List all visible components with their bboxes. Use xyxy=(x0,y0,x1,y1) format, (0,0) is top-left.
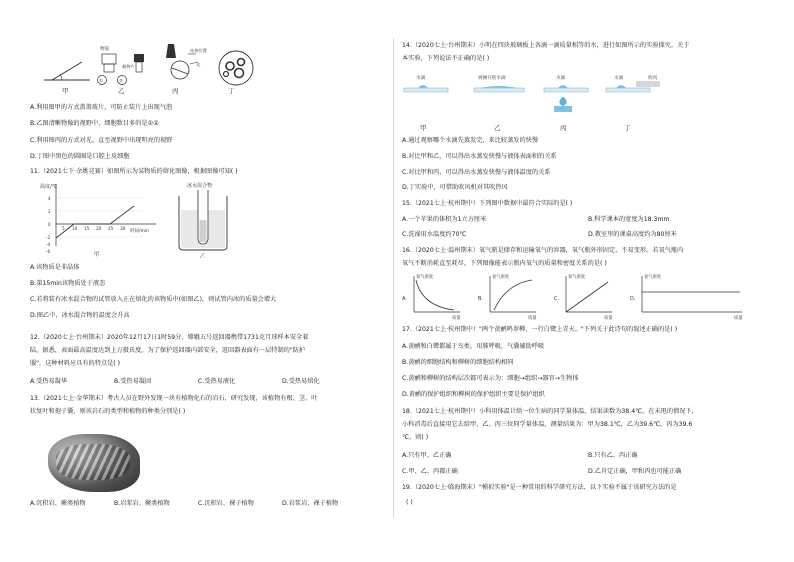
q18-stem-line3: ℃。则( ) xyxy=(402,434,429,441)
q16-graph-c-xlabel: 质量 xyxy=(604,316,613,320)
q18-option-c: C.甲、乙、丙都正确 xyxy=(402,468,458,475)
q12-stem-line2: 陆。据悉，表面最高温度达到上万摄氏度。为了保护返回器内部安全，返回器表面有一层特制的"防护 xyxy=(30,347,306,354)
q11-melting-graph xyxy=(34,180,164,258)
q16-graph-d-xlabel: 质量 xyxy=(734,316,743,320)
q16-graph-a-label: A. xyxy=(402,296,407,302)
q15-option-c: C.洗澡用水温度约70℃ xyxy=(402,231,467,238)
q10-text-objective: 物镜 xyxy=(100,47,109,52)
q19-stem-line2: ( ) xyxy=(406,499,413,506)
q11-xtick: 30 xyxy=(120,226,126,231)
q10-option-b: B.乙图清晰物像的视野中，细胞数目多的是①② xyxy=(30,120,159,127)
q14-text-drop-jia: 水滴 xyxy=(416,76,426,81)
q18-option-b: B.只有乙、丙正确 xyxy=(588,452,638,459)
q10-label-yi: 乙 xyxy=(118,87,125,95)
q12-option-c: C.受热易液化 xyxy=(198,378,236,385)
q12-option-d: D.受热易熔化 xyxy=(282,378,320,385)
q13-option-c: C.沉积岩、裸子植物 xyxy=(198,500,254,507)
q14-text-drop-ding: 水滴 xyxy=(614,76,624,81)
q13-stem-line2: 状复叶和孢子囊，则该岩石的类型和植物的种类分别是( ) xyxy=(30,408,186,415)
q14-stem-line2: 本实验，下列说法不正确的是( ) xyxy=(402,55,490,62)
q11-ytick: -2 xyxy=(46,235,50,240)
q15-option-d: D.教室里的课桌高度约为80厘米 xyxy=(588,231,677,238)
q11-option-d: D.图乙中，冰水混合物的温度会升高 xyxy=(30,312,130,319)
q11-ylabel: 温度/℃ xyxy=(40,184,58,190)
q13-option-a: A.沉积岩、蕨类植物 xyxy=(30,500,86,507)
q15-option-b: B.科学课本的宽度为18.3mm xyxy=(588,216,670,223)
q11-xlabel: 时间/min xyxy=(130,229,150,234)
q19-stem-line1: 19.（2020七上·临海期末）"模拟实验"是一种常用的科学研究方法，以下实验不属于该研究方法的是 xyxy=(402,484,677,491)
q10-option-c: C.利用图丙的方式对光，直至视野中出现明亮的视野 xyxy=(30,137,173,144)
q13-option-d: D.岩浆岩、裸子植物 xyxy=(282,500,339,507)
q16-stem-line1: 16.（2020七上·温州期末）氧气瓶是储存和运输氧气的容器，氧气瓶外形固定，不易变形。若氧气瓶内 xyxy=(402,247,684,254)
q16-graph-b-xlabel: 质量 xyxy=(528,316,537,320)
q12-option-a: A.受热易凝华 xyxy=(30,378,68,385)
q14-text-drop-yi: 被摊开的水滴 xyxy=(478,76,506,81)
q17-option-c: C.黄鹂和柳树的结构层次都可表示为：细胞→组织→器官→生物体 xyxy=(402,375,579,382)
q11-ytick: 0 xyxy=(48,222,51,227)
q11-beaker-label: 冰水混合物 xyxy=(187,183,213,189)
q16-graph-a-xlabel: 质量 xyxy=(452,316,461,320)
q17-option-b: B.黄鹂的细胞结构和柳树的细胞结构相同 xyxy=(402,359,514,366)
q10-text-slide: 载物片 xyxy=(122,64,135,69)
q10-option-a: A.利用图甲的方式盖盖玻片，可防止装片上出现气泡 xyxy=(30,104,173,111)
q12-option-b: B.受热易凝固 xyxy=(114,378,152,385)
q14-text-drop-bing: 水滴 xyxy=(556,76,566,81)
q16-graph-b-label: B. xyxy=(478,296,484,302)
q13-stem-line1: 13.（2021七上·金华期末）考古人员在野外发现一块有植物化石的岩石，研究发现，该植物有根、茎、叶 xyxy=(30,395,318,402)
q16-graph-a-ylabel: 氧气密度 xyxy=(416,275,434,280)
q14-label-yi: 乙 xyxy=(494,124,501,132)
q11-ytick: -4 xyxy=(46,242,50,247)
q14-option-b: B.对比甲和乙，可以得出水蒸发快慢与液体表面积的关系 xyxy=(402,153,557,160)
q10-option-d: D.丁图中黑色的圆圈是口腔上皮细胞 xyxy=(30,153,130,160)
q14-text-wind: 吹风 xyxy=(648,76,658,81)
q11-option-c: C.若将装有冰水混合物的试管放入正在熔化的该物质中(如图乙)，则试管内冰的质量会增大 xyxy=(30,296,277,303)
q12-stem-line1: 12.（2020七上·台州期末）2020年12月17日1时59分，嫦娥五号返回器携带1731克月球样本安全着 xyxy=(30,334,309,341)
q11-ytick: 2 xyxy=(48,209,51,214)
q16-graph-c-ylabel: 氧气密度 xyxy=(568,275,586,280)
q18-option-a: A.只有甲、乙正确 xyxy=(402,452,452,459)
q10-label-bing: 丙 xyxy=(172,87,179,95)
q10-text-1: ① xyxy=(99,78,103,83)
q11-beaker-caption: 乙 xyxy=(200,254,206,258)
q12-stem-line3: 服"，这种材料应具有的特点是( ) xyxy=(30,360,121,367)
q14-label-bing: 丙 xyxy=(560,124,567,132)
q14-stem-line1: 14.（2020七上·台州期末）小明在四块玻璃板上各滴一滴质量相等的水，进行如图所示的实验探究。关于 xyxy=(402,42,690,49)
q10-text-connect: 连接位置 xyxy=(190,48,207,53)
q14-label-ding: 丁 xyxy=(624,124,631,132)
q14-option-a: A.通过观察哪个水滴先蒸发完，来比较蒸发的快慢 xyxy=(402,137,539,144)
q16-graphs xyxy=(402,272,772,320)
q11-option-a: A.该物质是非晶体 xyxy=(30,264,80,271)
rock-fossil-image xyxy=(48,434,140,492)
q11-xtick: 20 xyxy=(96,226,102,231)
q14-label-jia: 甲 xyxy=(420,124,427,132)
q16-stem-line2: 氧气不断消耗直至耗尽，下列图像能表示瓶内氧气的质量和密度关系的是( ) xyxy=(402,260,607,267)
q11-xtick: 5 xyxy=(62,226,65,231)
q10-figures xyxy=(40,40,255,98)
q11-xtick: 25 xyxy=(108,226,114,231)
column-divider xyxy=(393,38,394,518)
q16-graph-d-ylabel: 氧气密度 xyxy=(644,275,662,280)
q10-label-jia: 甲 xyxy=(62,87,69,95)
q15-stem: 15.（2021七上·杭州期中）下列图中数据中最符合实际的是( ) xyxy=(402,200,573,207)
q11-ytick: -6 xyxy=(46,249,50,254)
q16-graph-c-label: C. xyxy=(554,296,560,302)
q16-graph-d-label: D. xyxy=(630,296,636,302)
q15-option-a: A.一个苹果的体积为1立方厘米 xyxy=(402,216,487,223)
q11-xtick: 15 xyxy=(84,226,90,231)
q18-option-d: D.乙肯定正确，甲和丙也可能正确 xyxy=(588,468,682,475)
q18-stem-line1: 18.（2021七上·杭州期中）小科用体温计给一位生病的同学量体温，结果读数为38.4℃。在未甩的情况下， xyxy=(402,408,698,415)
q14-option-c: C.对比甲和丙，可以得出水蒸发快慢与液体温度的关系 xyxy=(402,169,551,176)
q14-option-d: D.丁实验中，可借助吹风机对其吹热风 xyxy=(402,184,508,191)
q14-figures xyxy=(402,70,682,130)
q17-option-d: D.黄鹂的保护组织和柳树的保护组织主要是保护组织 xyxy=(402,391,545,398)
q11-graph-caption: 甲 xyxy=(94,252,100,258)
q17-stem: 17.（2021七上·杭州期中）"两个黄鹂鸣翠柳，一行白鹭上青天。"下列关于此诗句的叙述正确的是( ) xyxy=(402,326,678,333)
q13-option-b: B.岩浆岩、蕨类植物 xyxy=(114,500,170,507)
q16-graph-b-ylabel: 氧气密度 xyxy=(492,275,510,280)
q18-stem-line2: 小科消毒后直接用它去给甲、乙、丙三位同学量体温，测量结果为：甲为38.1℃，乙为39.6℃，丙为39.6 xyxy=(402,421,693,428)
q11-ytick: 4 xyxy=(48,196,51,201)
q11-option-b: B.第15min该物质处于液态 xyxy=(30,280,106,287)
q10-label-ding: 丁 xyxy=(228,87,235,95)
q11-stem: 11.（2021七下·余姚竞赛）如图所示为某物质的熔化图像，根据图像可知( ) xyxy=(30,168,238,175)
q17-option-a: A.黄鹂和白鹭都属于鸟类，用肺呼吸，气囊辅助呼吸 xyxy=(402,343,545,350)
q11-xtick: 10 xyxy=(72,226,78,231)
q10-text-light: 光 xyxy=(196,62,201,67)
q10-text-2: ② xyxy=(119,78,123,83)
q11-beaker xyxy=(165,180,245,258)
